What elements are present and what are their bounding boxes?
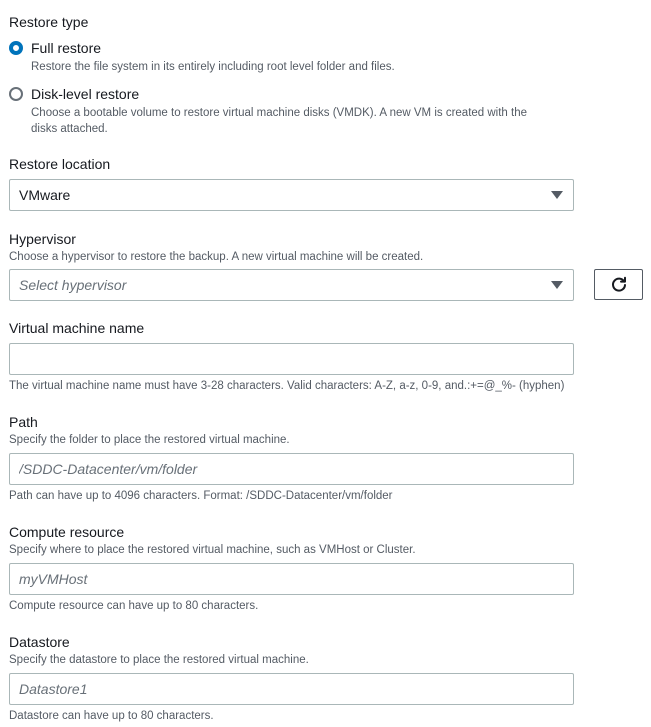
hypervisor-select[interactable] bbox=[9, 269, 574, 301]
compute-resource-input-wrapper[interactable] bbox=[9, 563, 574, 595]
compute-resource-description: Specify where to place the restored virtual machine, such as VMHost or Cluster. bbox=[9, 544, 416, 556]
refresh-hypervisors-button[interactable] bbox=[594, 269, 643, 300]
disk-level-restore-label[interactable]: Disk-level restore bbox=[31, 86, 140, 102]
vm-name-label: Virtual machine name bbox=[9, 320, 145, 336]
datastore-help: Datastore can have up to 80 characters. bbox=[9, 710, 214, 722]
caret-down-icon bbox=[551, 191, 563, 199]
path-input[interactable] bbox=[10, 454, 573, 484]
hypervisor-label: Hypervisor bbox=[9, 231, 76, 247]
full-restore-description: Restore the file system in its entirely including root level folder and files. bbox=[31, 61, 395, 73]
compute-resource-label: Compute resource bbox=[9, 524, 125, 540]
path-input-wrapper[interactable] bbox=[9, 453, 574, 485]
vm-name-help: The virtual machine name must have 3-28 characters. Valid characters: A-Z, a-z, 0-9, and.:+=@_%- (hyphen) bbox=[9, 380, 565, 392]
disk-level-restore-description: Choose a bootable volume to restore virtual machine disks (VMDK). A new VM is created with the bbox=[31, 107, 528, 119]
path-description: Specify the folder to place the restored virtual machine. bbox=[9, 434, 290, 446]
datastore-label: Datastore bbox=[9, 634, 70, 650]
datastore-input[interactable] bbox=[10, 674, 573, 704]
hypervisor-placeholder: Select hypervisor bbox=[19, 277, 127, 293]
disk-level-restore-description-cont: disks attached. bbox=[31, 123, 108, 135]
refresh-icon bbox=[610, 276, 628, 294]
compute-resource-input[interactable] bbox=[10, 564, 573, 594]
datastore-description: Specify the datastore to place the restored virtual machine. bbox=[9, 654, 309, 666]
restore-type-label: Restore type bbox=[9, 14, 89, 30]
vm-name-input[interactable] bbox=[10, 344, 573, 374]
hypervisor-description: Choose a hypervisor to restore the backup. A new virtual machine will be created. bbox=[9, 251, 424, 263]
full-restore-radio[interactable] bbox=[9, 41, 23, 55]
disk-level-restore-radio[interactable] bbox=[9, 87, 23, 101]
datastore-input-wrapper[interactable] bbox=[9, 673, 574, 705]
caret-down-icon bbox=[551, 281, 563, 289]
restore-location-label: Restore location bbox=[9, 156, 111, 172]
full-restore-label[interactable]: Full restore bbox=[31, 40, 102, 56]
path-label: Path bbox=[9, 414, 38, 430]
restore-location-select[interactable] bbox=[9, 179, 574, 211]
compute-resource-help: Compute resource can have up to 80 characters. bbox=[9, 600, 259, 612]
path-help: Path can have up to 4096 characters. Format: /SDDC-Datacenter/vm/folder bbox=[9, 490, 393, 502]
restore-location-value: VMware bbox=[19, 187, 71, 203]
vm-name-input-wrapper[interactable] bbox=[9, 343, 574, 375]
